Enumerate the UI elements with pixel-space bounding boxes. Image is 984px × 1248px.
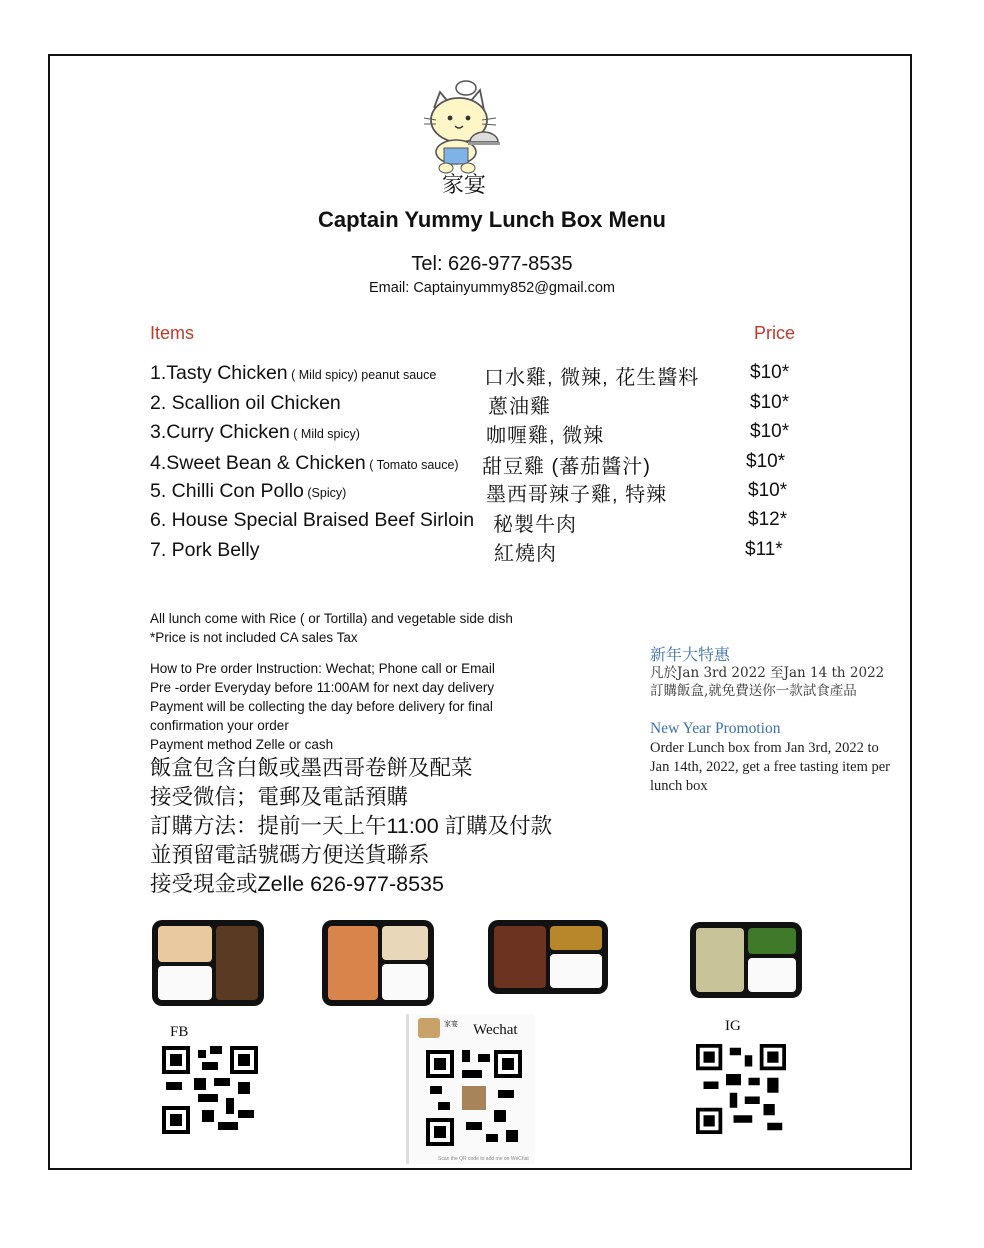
email-address: Email: Captainyummy852@gmail.com	[369, 280, 615, 296]
menu-item-6-price: $12*	[748, 509, 788, 530]
menu-item-1-price: $10*	[750, 362, 790, 383]
menu-item-1-name: 1.Tasty Chicken ( Mild spicy) peanut sauce	[150, 362, 437, 384]
items-header: Items	[150, 323, 195, 343]
wechat-label: Wechat	[473, 1022, 518, 1038]
promo-en-line3: lunch box	[650, 778, 708, 794]
zh-note-2: 接受微信；電郵及電話預購	[150, 785, 409, 809]
lunchbox-photo-1	[152, 920, 264, 1006]
wechat-qr-code-icon[interactable]	[426, 1050, 522, 1146]
wechat-mini-name: 家宴	[444, 1021, 458, 1028]
menu-item-4-price: $10*	[746, 451, 786, 472]
menu-item-3-zh: 咖喱雞, 微辣	[486, 425, 605, 447]
promo-zh-line1: 凡於Jan 3rd 2022 至Jan 14 th 2022	[650, 665, 885, 681]
phone-number: Tel: 626-977-8535	[411, 253, 573, 275]
wechat-caption: Scan the QR code to add me on WeChat	[438, 1156, 529, 1162]
wechat-avatar	[418, 1018, 440, 1038]
menu-item-2-name: 2. Scallion oil Chicken	[150, 392, 341, 414]
fb-qr-code-icon[interactable]	[162, 1046, 258, 1134]
menu-item-3-name: 3.Curry Chicken ( Mild spicy)	[150, 421, 360, 443]
menu-item-2-price: $10*	[750, 392, 790, 413]
menu-item-6-name: 6. House Special Braised Beef Sirloin	[150, 509, 475, 531]
note-payment-method: Payment method Zelle or cash	[150, 737, 334, 752]
menu-item-1-zh: 口水雞, 微辣, 花生醬料	[484, 367, 700, 389]
lunchbox-photo-3	[488, 920, 608, 994]
note-confirmation: confirmation your order	[150, 718, 289, 733]
fb-label: FB	[170, 1024, 189, 1040]
note-preorder-how: How to Pre order Instruction: Wechat; Phone call or Email	[150, 661, 495, 676]
lunchbox-photo-2	[322, 920, 434, 1006]
menu-item-4-zh: 甜豆雞 (蕃茄醬汁)	[482, 456, 651, 478]
note-tax: *Price is not included CA sales Tax	[150, 630, 358, 645]
note-payment-timing: Payment will be collecting the day before delivery for final	[150, 699, 493, 714]
menu-item-3-price: $10*	[750, 421, 790, 442]
ig-qr-code-icon[interactable]	[696, 1044, 786, 1134]
promo-en-title: New Year Promotion	[650, 720, 781, 737]
menu-item-2-zh: 蔥油雞	[488, 396, 551, 418]
promo-en-line2: Jan 14th, 2022, get a free tasting item per	[650, 759, 890, 775]
menu-item-5-name: 5. Chilli Con Pollo (Spicy)	[150, 480, 347, 502]
menu-item-7-name: 7. Pork Belly	[150, 539, 260, 561]
menu-item-4-name: 4.Sweet Bean & Chicken ( Tomato sauce)	[150, 452, 459, 474]
zh-note-5: 接受現金或Zelle 626-977-8535	[150, 872, 444, 896]
note-preorder-time: Pre -order Everyday before 11:00AM for next day delivery	[150, 680, 495, 695]
promo-zh-title: 新年大特惠	[650, 645, 731, 664]
promo-zh-line2: 訂購飯盒,就免費送你一款試食產品	[650, 683, 857, 699]
logo-text: 家宴	[442, 173, 487, 198]
note-rice: All lunch come with Rice ( or Tortilla) and vegetable side dish	[150, 611, 513, 626]
zh-note-1: 飯盒包含白飯或墨西哥卷餅及配菜	[150, 756, 473, 780]
zh-note-4: 並預留電話號碼方便送貨聯系	[150, 843, 430, 867]
price-header: Price	[754, 323, 796, 343]
ig-label: IG	[725, 1018, 741, 1034]
menu-item-7-price: $11*	[745, 539, 783, 560]
menu-item-5-price: $10*	[748, 480, 788, 501]
lunchbox-photo-4	[690, 922, 802, 998]
menu-item-7-zh: 紅燒肉	[494, 543, 557, 565]
menu-item-5-zh: 墨西哥辣子雞, 特辣	[486, 484, 668, 506]
promo-en-line1: Order Lunch box from Jan 3rd, 2022 to	[650, 740, 879, 756]
menu-item-6-zh: 秘製牛肉	[493, 514, 577, 536]
page-title: Captain Yummy Lunch Box Menu	[318, 207, 666, 232]
zh-note-3: 訂購方法：提前一天上午11:00 訂購及付款	[150, 814, 553, 838]
